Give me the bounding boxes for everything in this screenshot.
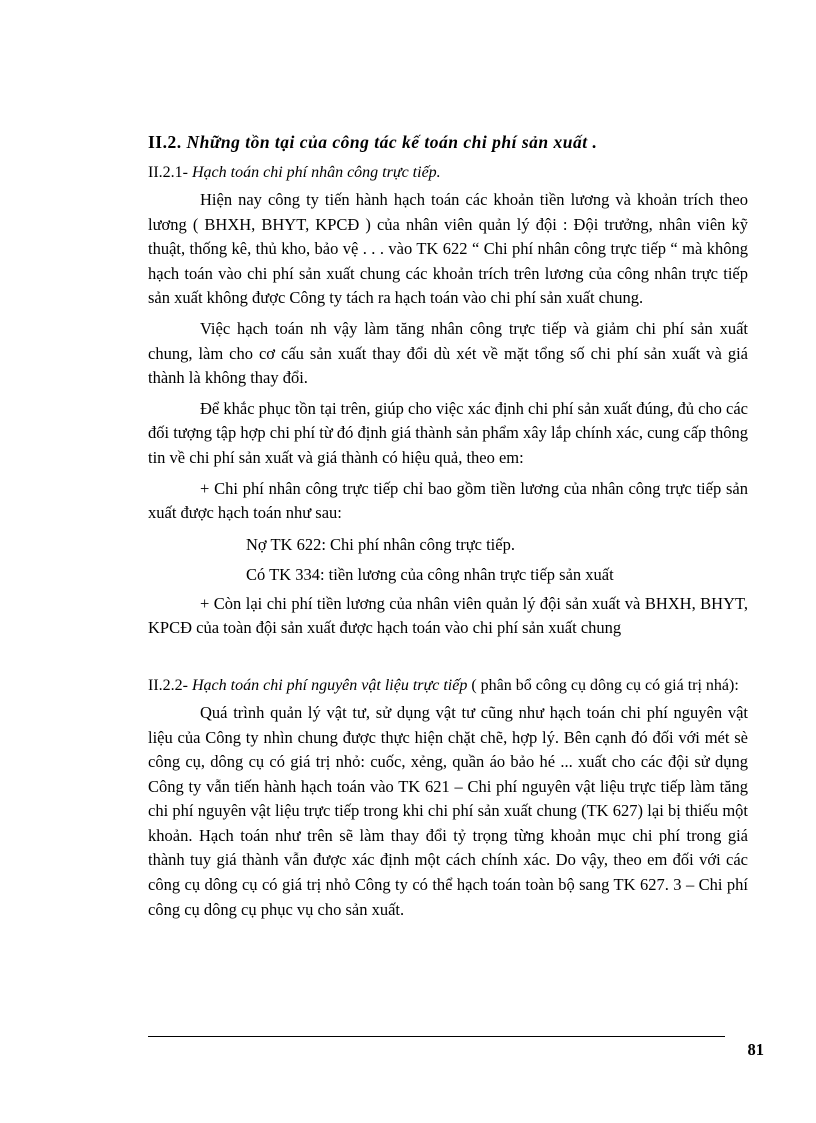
paragraph: + Còn lại chi phí tiền lương của nhân viên quản lý đội sản xuất và BHXH, BHYT, KPCĐ của toàn đội sản xuất được hạch toán vào chi phí sản xuất chung [148,593,748,638]
section-heading [148,128,748,156]
spacer [148,647,748,673]
paragraph: Việc hạch toán nh vậy làm tăng nhân công trực tiếp và giảm chi phí sản xuất chung, làm cho cơ cấu sản xuất thay đổi dù xét về mặt tổng số chi phí sản xuất và giá thành là không thay đổi. [148,318,748,388]
footer-rule [148,1036,725,1037]
subsection-number-1: II.2.1- [148,164,188,181]
subsection-heading-2 [148,673,748,699]
paragraph: + Chi phí nhân công trực tiếp chỉ bao gồm tiền lương của nhân công trực tiếp sản xuất được hạch toán như sau: [148,478,748,523]
paragraph: Quá trình quản lý vật tư, sử dụng vật tư cũng như hạch toán chi phí nguyên vật liệu của Công ty nhìn chung được thực hiện chặt chẽ, hợp lý. Bên cạnh đó đối với mét sè công cụ, dông cụ có giá trị nhỏ: cuốc, xẻng, quần áo bảo hé ... xuất cho các đội sử dụng Công ty vẫn tiến hành hạch toán vào TK 621 – Chi phí nguyên vật liệu trực tiếp làm tăng chi phí nguyên vật liệu trực tiếp trong khi chi phí sản xuất chung (TK 627) lại bị thiếu một khoản. Hạch toán như trên sẽ làm thay đổi tỷ trọng từng khoản mục chi phí trong giá thành tuy giá thành vẫn được xác định một cách chính xác. Do vậy, theo em đối với các công cụ dông cụ có giá trị nhỏ Công ty có thể hạch toán toàn bộ sang TK 627. 3 – Chi phí công cụ dông cụ phục vụ cho sản xuất. [148,702,748,919]
subsection-title-2: Hạch toán chi phí nguyên vật liệu trực tiếp [191,676,468,694]
paragraph: Để khắc phục tồn tại trên, giúp cho việc xác định chi phí sản xuất đúng, đủ cho các đối tượng tập hợp chi phí từ đó định giá thành sản phẩm xây lắp chính xác, cung cấp thông tin về chi phí sản xuất và giá thành có hiệu quả, theo em: [148,398,748,467]
document-body [148,128,748,928]
paragraph: Hiện nay công ty tiến hành hạch toán các khoản tiền lương và khoản trích theo lương ( BHXH, BHYT, KPCĐ ) của nhân viên quản lý đội : Đội trưởng, nhân viên kỹ thuật, thống kê, thủ kho, bảo vệ . . . vào TK 622 “ Chi phí nhân công trực tiếp “ mà không hạch toán vào chi phí sản xuất chung các khoản trích trên lương của công nhân trực tiếp sản xuất không được Công ty tách ra hạch toán vào chi phí sản xuất chung. [148,190,748,308]
subsection-number-2: II.2.2- [148,676,188,694]
page-number: 81 [747,1040,764,1059]
subsection-title-suffix-2: ( phân bổ công cụ dông cụ có giá trị nhá): [467,676,739,694]
subsection-heading-1 [148,160,748,186]
heading-number: II.2. [148,132,182,152]
heading-title: Những tồn tại của công tác kế toán chi phí sản xuất . [186,132,598,152]
journal-entry-credit: Có TK 334: tiền lương của công nhân trực tiếp sản xuất [246,564,614,584]
subsection-title-1: Hạch toán chi phí nhân công trực tiếp. [191,164,441,181]
journal-entry-debit: Nợ TK 622: Chi phí nhân công trực tiếp. [246,534,515,554]
